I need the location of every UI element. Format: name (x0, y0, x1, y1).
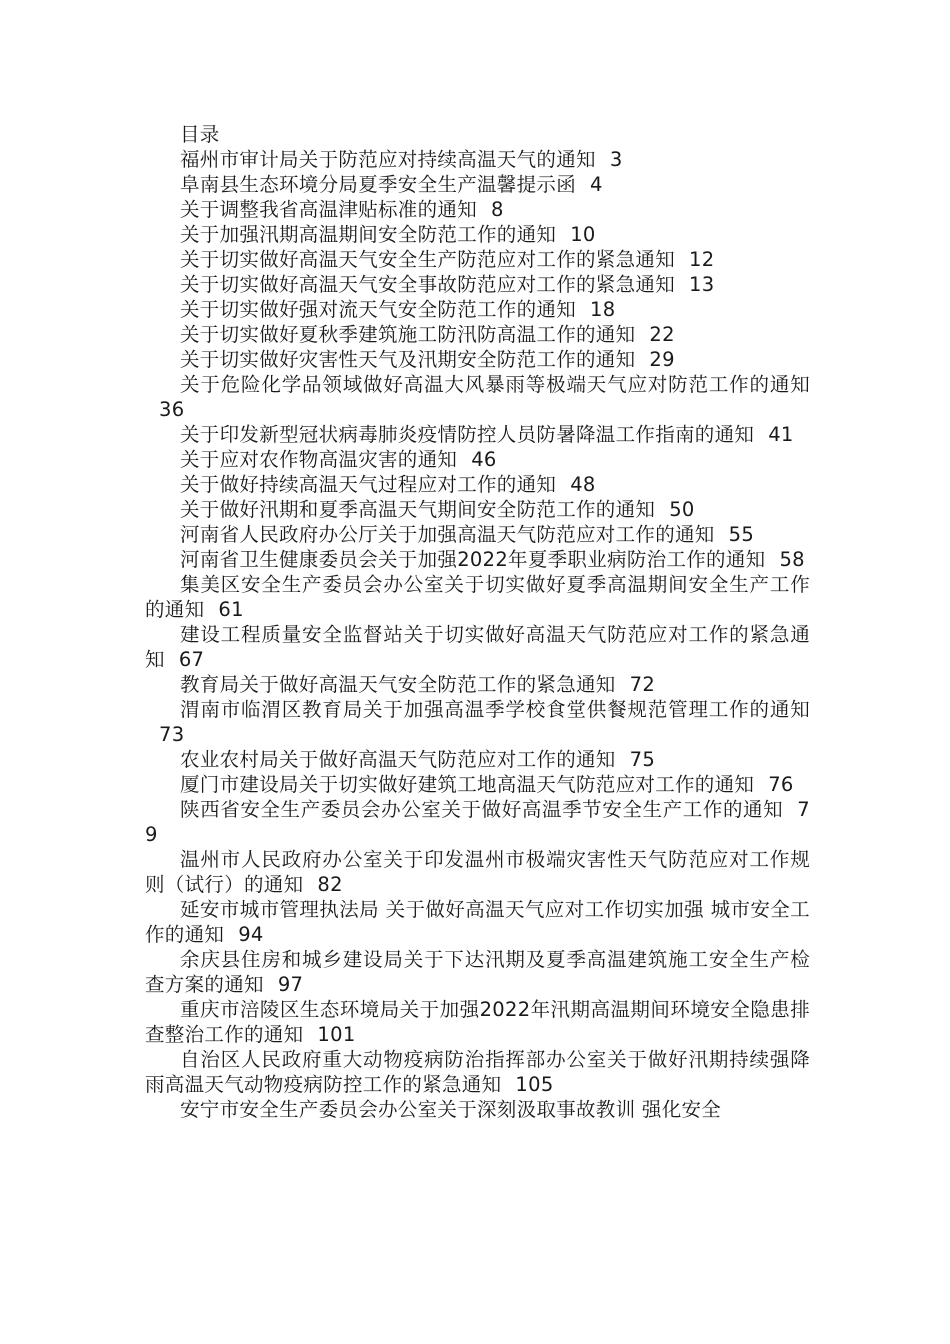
toc-entry[interactable] (145, 672, 810, 697)
toc-entry[interactable] (145, 622, 810, 672)
toc-entry-title: 渭南市临渭区教育局关于加强高温季学校食堂供餐规范管理工作的通知 (180, 698, 810, 721)
toc-entry-title: 河南省人民政府办公厅关于加强高温天气防范应对工作的通知 (180, 523, 715, 546)
toc-entry-title: 福州市审计局关于防范应对持续高温天气的通知 (180, 148, 596, 171)
toc-entry[interactable] (145, 1097, 810, 1122)
toc-entry-title: 集美区安全生产委员会办公室关于切实做好夏季高温期间安全生产工作的通知 (145, 573, 810, 621)
toc-entry-title: 陕西省安全生产委员会办公室关于做好高温季节安全生产工作的通知 (180, 798, 784, 821)
toc-entry-title: 温州市人民政府办公室关于印发温州市极端灾害性天气防范应对工作规则（试行）的通知 (145, 848, 810, 896)
toc-entry-page: 12 (689, 248, 715, 271)
toc-entry-title: 自治区人民政府重大动物疫病防治指挥部办公室关于做好汛期持续强降雨高温天气动物疫病防控工作的紧急通知 (145, 1048, 810, 1096)
toc-entry-title: 关于调整我省高温津贴标准的通知 (180, 198, 478, 221)
toc-entry-title: 安宁市安全生产委员会办公室关于深刻汲取事故教训 强化安全 (180, 1098, 722, 1121)
toc-entry[interactable] (145, 947, 810, 997)
toc-entry-page: 29 (649, 348, 675, 371)
toc-entry-title: 关于加强汛期高温期间安全防范工作的通知 (180, 223, 557, 246)
toc-title: 目录 (180, 123, 220, 146)
toc-entry-title: 关于切实做好灾害性天气及汛期安全防范工作的通知 (180, 348, 636, 371)
toc-entry-page: 58 (779, 548, 805, 571)
toc-entry-page: 13 (689, 273, 715, 296)
toc-entry[interactable] (145, 222, 810, 247)
toc-entry-page: 105 (515, 1073, 554, 1096)
toc-entry-page: 22 (649, 323, 675, 346)
toc-entry-title: 关于切实做好夏秋季建筑施工防汛防高温工作的通知 (180, 323, 636, 346)
toc-entry-title: 河南省卫生健康委员会关于加强2022年夏季职业病防治工作的通知 (180, 548, 766, 571)
toc-entry[interactable] (145, 522, 810, 547)
toc-entry-title: 关于印发新型冠状病毒肺炎疫情防控人员防暑降温工作指南的通知 (180, 423, 755, 446)
toc-entry[interactable] (145, 547, 810, 572)
toc-entry-page: 4 (590, 173, 603, 196)
toc-entry[interactable] (145, 147, 810, 172)
toc-entry-title: 关于做好持续高温天气过程应对工作的通知 (180, 473, 557, 496)
toc-entry[interactable] (145, 172, 810, 197)
toc-entry-title: 关于切实做好强对流天气安全防范工作的通知 (180, 298, 577, 321)
toc-entry-title: 关于应对农作物高温灾害的通知 (180, 448, 458, 471)
toc-entry-page: 46 (471, 448, 497, 471)
toc-entry[interactable] (145, 372, 810, 422)
toc-entry-title: 关于切实做好高温天气安全事故防范应对工作的紧急通知 (180, 273, 676, 296)
toc-entry-page: 97 (277, 973, 304, 996)
toc-entry[interactable] (145, 297, 810, 322)
toc-entry-page: 75 (629, 748, 656, 771)
toc-entry-title: 阜南县生态环境分局夏季安全生产温馨提示函 (180, 173, 577, 196)
toc-entry-title: 重庆市涪陵区生态环境局关于加强2022年汛期高温期间环境安全隐患排查整治工作的通知 (145, 998, 810, 1046)
toc-entry[interactable] (145, 197, 810, 222)
toc-entry-title: 关于切实做好高温天气安全生产防范应对工作的紧急通知 (180, 248, 676, 271)
toc-entry-page: 101 (317, 1023, 356, 1046)
toc-entry-page: 73 (159, 723, 185, 746)
toc-entry[interactable] (145, 697, 810, 747)
toc-entry[interactable] (145, 497, 810, 522)
toc-entry[interactable] (145, 272, 810, 297)
toc-entry-page: 61 (218, 598, 244, 621)
toc-entry-page: 3 (609, 148, 623, 171)
toc-entry[interactable] (145, 422, 810, 447)
toc-entry-title: 农业农村局关于做好高温天气防范应对工作的通知 (180, 748, 616, 771)
toc-entry[interactable] (145, 772, 810, 797)
toc-entry[interactable] (145, 247, 810, 272)
toc-entry-page: 55 (728, 523, 755, 546)
toc-entry[interactable] (145, 347, 810, 372)
toc-entry[interactable] (145, 472, 810, 497)
toc-entry-title: 延安市城市管理执法局 关于做好高温天气应对工作切实加强 城市安全工作的通知 (145, 898, 810, 946)
toc-entry-title: 关于做好汛期和夏季高温天气期间安全防范工作的通知 (180, 498, 656, 521)
toc-entry-title: 建设工程质量安全监督站关于切实做好高温天气防范应对工作的紧急通知 (145, 623, 810, 671)
toc-entry[interactable] (145, 747, 810, 772)
toc-entry-page: 50 (669, 498, 695, 521)
toc-entry-page: 8 (491, 198, 504, 221)
table-of-contents (145, 122, 810, 1122)
toc-entry-page: 18 (590, 298, 616, 321)
toc-entry[interactable] (145, 322, 810, 347)
toc-entry-title: 厦门市建设局关于切实做好建筑工地高温天气防范应对工作的通知 (180, 773, 755, 796)
toc-entry-page: 76 (768, 773, 794, 796)
toc-entry-page: 79 (145, 798, 810, 846)
toc-entry-page: 67 (178, 648, 205, 671)
toc-entry-page: 10 (570, 223, 596, 246)
toc-entry[interactable] (145, 447, 810, 472)
toc-entry[interactable] (145, 572, 810, 622)
toc-entry-page: 82 (317, 873, 343, 896)
toc-entry-page: 41 (768, 423, 794, 446)
toc-entry-title: 余庆县住房和城乡建设局关于下达汛期及夏季高温建筑施工安全生产检查方案的通知 (145, 948, 810, 996)
toc-entry[interactable] (145, 847, 810, 897)
toc-entry[interactable] (145, 1047, 810, 1097)
toc-entry-title: 关于危险化学品领域做好高温大风暴雨等极端天气应对防范工作的通知 (180, 373, 810, 396)
toc-entry[interactable] (145, 997, 810, 1047)
toc-entry-page: 72 (629, 673, 656, 696)
toc-entry-page: 48 (570, 473, 596, 496)
toc-entry[interactable] (145, 797, 810, 847)
toc-entry[interactable] (145, 897, 810, 947)
toc-entry-title: 教育局关于做好高温天气安全防范工作的紧急通知 (180, 673, 616, 696)
toc-entry-page: 36 (159, 398, 185, 421)
toc-entry-page: 94 (238, 923, 264, 946)
